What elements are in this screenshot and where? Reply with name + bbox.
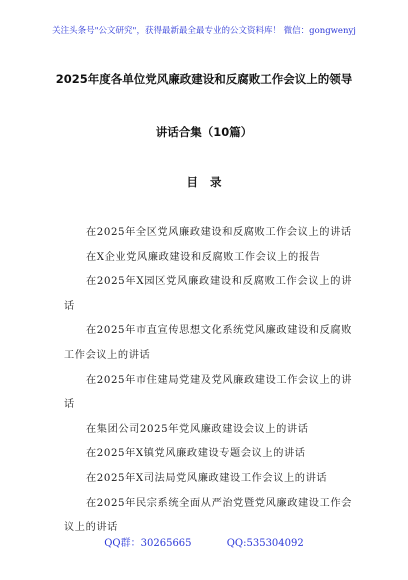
- toc-item[interactable]: 在2025年X镇党风廉政建设专题会议上的讲话: [86, 448, 306, 460]
- toc-item[interactable]: 在集团公司2025年党风廉政建设会议上的讲话: [86, 423, 309, 435]
- toc-item[interactable]: 在2025年市住建局党建及党风廉政建设工作会议上的讲话: [64, 374, 352, 411]
- toc-item[interactable]: 在X企业党风廉政建设和反腐败工作会议上的报告: [86, 251, 321, 263]
- toc-heading: 目录: [186, 175, 234, 189]
- toc-item[interactable]: 在2025年X园区党风廉政建设和反腐败工作会议上的讲话: [64, 276, 352, 312]
- footer-contact: [0, 534, 408, 549]
- toc-item[interactable]: 在2025年市直宣传思想文化系统党风廉政建设和反腐败工作会议上的讲话: [64, 325, 352, 361]
- document-title-line-2: 讲话合集（10篇）: [155, 125, 253, 139]
- toc-item[interactable]: 在2025年民宗系统全面从严治党暨党风廉政建设工作会议上的讲话: [64, 497, 352, 534]
- footer-qq-group: QQ群：30265665: [104, 538, 192, 549]
- document-title-line-1: 2025年度各单位党风廉政建设和反腐败工作会议上的领导: [55, 72, 353, 86]
- header-promo-note: 关注头条号"公文研究"，获得最新最全最专业的公文资料库！ 微信：gongwenyj: [52, 26, 356, 36]
- footer-qq: QQ:535304092: [226, 538, 304, 549]
- table-of-contents: [64, 221, 352, 541]
- toc-item[interactable]: 在2025年全区党风廉政建设和反腐败工作会议上的讲话: [86, 227, 352, 238]
- toc-item[interactable]: 在2025年X司法局党风廉政建设工作会议上的讲话: [86, 472, 328, 484]
